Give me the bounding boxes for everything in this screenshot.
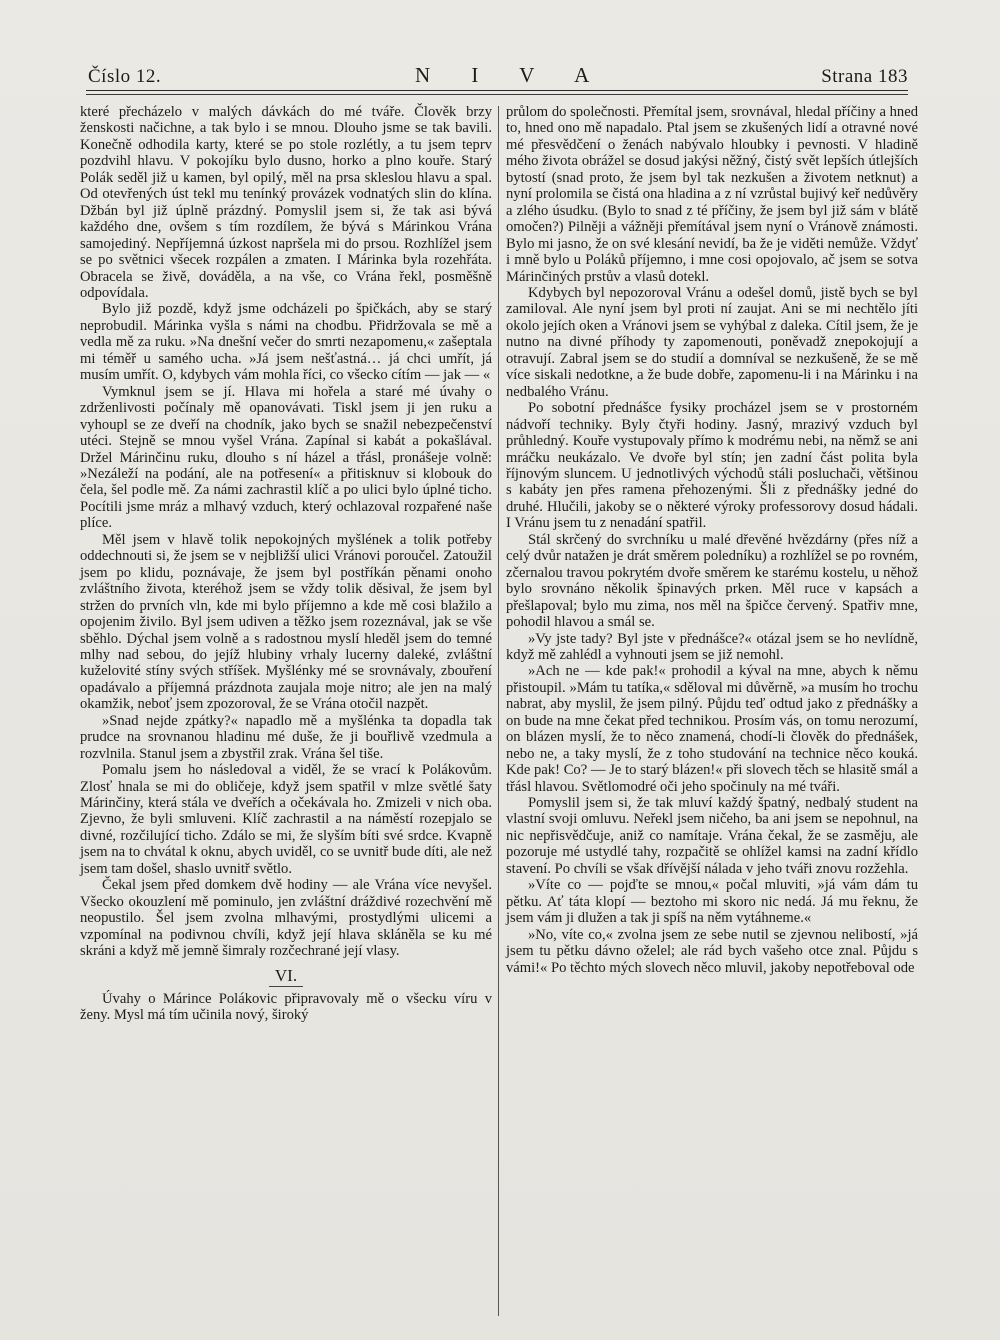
- left-column: [80, 104, 492, 1324]
- page-number: Strana 183: [821, 66, 908, 87]
- paragraph: Čekal jsem před domkem dvě hodiny — ale Vrána více nevyšel. Všecko okouzlení mě pominulo, jen zvláštní dráždivé rozechvění mě neopustilo. Šel jsem zvolna mlhavými, prostydlými ulicemi a vzpomínal na podivnou chvíli, když její hlava skláněla se ku mé skráni a když mě jemně šimraly rozčechrané její vlasy.: [80, 877, 492, 960]
- paragraph: Pomalu jsem ho následoval a viděl, že se vrací k Polákovům. Zlosť hnala se mi do obličeje, když jsem spatřil v mlze světlé šaty Márinčiny, která stála ve dveřích a očekávala ho. Zmizeli v nich oba. Zjevno, že byli smluveni. Klíč zachrastil a na náměstí rozepjalo se divné, rozčilující ticho. Zdálo se mi, že slyším bíti své srdce. Kvapně jsem na to chvátal k oknu, abych uviděl, co se uvnitř bude díti, ale než jsem tam došel, shaslo uvnitř světlo.: [80, 762, 492, 877]
- paragraph: Úvahy o Márince Polákovic připravovaly mě o všecku víru v ženy. Mysl má tím učinila nový, široký: [80, 991, 492, 1024]
- paragraph: Stál skrčený do svrchníku u malé dřevěné hvězdárny (přes níž a celý dvůr natažen je drát směrem poledníku) a rozhlížel se po rovném, zčernalou travou pokrytém dvoře směrem ke starému kostelu, u něhož bylo srovnáno několik špinavých prken. Měl ruce v kapsách a přešlapoval; bylo mu zima, nos měl na špičce červený. Spatřiv mne, pohodil hlavou a smál se.: [506, 531, 918, 631]
- paragraph: Kdybych byl nepozoroval Vránu a odešel domů, jistě bych se byl zamiloval. Ale nyní jsem byl proti ní zaujat. Ani se mi nechtělo jíti okolo jejích oken a Vránovi jsem se vyhýbal z daleka. Cítil jsem, že je nutno na divné příhody ty zapomenouti, poněvadž znepokojují a otravují. Zabral jsem se do studií a domníval se nezkušeně, že se mě více siskali nedotkne, a že bude dobře, zapomenu-li i na Márinku i na nedbalého Vránu.: [506, 284, 918, 400]
- paragraph: Bylo již pozdě, když jsme odcházeli po špičkách, aby se starý neprobudil. Márinka vyšla s námi na chodbu. Přidržovala se mě a vedla mě za ruku. »Na dnešní večer do smrti nezapomenu,« zašeptala mi téměř u samého ucha. »Já jsem nešťastná… já chci umřít, já musím umřít. O, kdybych vám mohla říci, co všecko cítím — jak — «: [80, 301, 492, 384]
- header-rule: [86, 90, 908, 91]
- header-rule-thin: [86, 94, 908, 95]
- right-column: [506, 104, 918, 1324]
- paragraph: »Snad nejde zpátky?« napadlo mě a myšlénka ta dopadla tak prudce na srovnanou hladinu mé duše, že ji bouřlivě vzedmula a rozvlnila. Stanul jsem a zbystřil zrak. Vrána šel tiše.: [80, 712, 492, 762]
- text-columns: [80, 104, 918, 1324]
- page-header: [88, 58, 908, 88]
- paragraph: Vymknul jsem se jí. Hlava mi hořela a staré mé úvahy o zdrženlivosti počínaly mě opanovávati. Tiskl jsem ji jen ruku a vyhoupl se ze dveří na chodník, jako bych se snažil nebezpečenství utéci. Stejně se mnou vyšel Vrána. Zapínal si kabát a pokašlával. Držel Márinčinu ruku, dlouho s ní házel a třásl, pronášeje volně: »Nezáleží na podání, ale na potřesení« a přitisknuv si klobouk do čela, šel podle mě. Za námi zachrastil klíč a po ulici bylo úplné ticho. Pocítili jsme mráz a mlhavý vzduch, který ochlazoval rozpařené naše plíce.: [80, 383, 492, 532]
- paragraph: »Ach ne — kde pak!« prohodil a kýval na mne, abych k němu přistoupil. »Mám tu tatíka,« sděloval mi důvěrně, »a musím ho trochu nabrat, aby myslil, že jsem pilný. Půjdu teď odtud jako z přednášky a on bude na mne čekat před technikou. Prosím vás, on tomu nerozumí, on blázen myslí, že to něco znamená, chodí-li člověk do přednášek, nebo ne, a taky myslí, že z toho studování na technice něco kouká. Kde pak! Co? — Je to starý blázen!« při slovech těch se hlasitě smál a třásl hlavou. Světlomodré oči jeho spočinuly na mé tváři.: [506, 663, 918, 795]
- paragraph: »Víte co — pojďte se mnou,« počal mluviti, »já vám dám tu pětku. Ať táta klopí — beztoho mi skoro nic nedá. Já mu řeknu, že jsem vám ji dlužen a tak ji spíš na něm vytáhneme.«: [506, 877, 918, 927]
- paragraph: které přecházelo v malých dávkách do mé tváře. Člověk brzy ženskosti načichne, a tak bylo i se mnou. Dlouho jsme se tak bavili. Konečně odhodila karty, které se po stole rozlétly, a tu jsem teprv pozdvihl hlavu. V pokojíku bylo dusno, horko a plno kouře. Starý Polák seděl již u kamen, byl opilý, měl na prsa skleslou hlavu a spal. Od otevřených úst tekl mu tenínký provázek vodnatých slin do klína. Džbán byl již úplně prázdný. Pomyslil jsem si, že tak asi bývá každého dne, ovšem s tím rozdílem, že bývá s Márinkou Vrána samojediný. Nepříjemná úzkost napršela mi do prsou. Rozhlížel jsem se po světnici všecek rozpálen a zmaten. I Márinka byla rozehřáta. Obracela se živě, dováděla, a na vše, co Vrána řekl, posměšně odpovídala.: [80, 104, 492, 301]
- masthead-title: N I V A: [415, 63, 608, 87]
- paragraph: průlom do společnosti. Přemítal jsem, srovnával, hledal příčiny a hned to, hned ono mě napadalo. Ptal jsem se zkušených lidí a otravné nové mé přesvědčení o ženách nabývalo hloubky i pevnosti. V hladině mého života obrážel se dosud jakýsi něžný, čistý svět lepších útlejších bytostí (snad proto, že jsem byl tak nezkušen a životem netknut) a nyní prolomila se čistá ona hladina a z ní vzrůstal bujivý keř nedůvěry a zlého úsudku. (Bylo to snad z té příčiny, že jsem byl již sám v blátě omočen?) Pilněji a vážněji přemítával jsem nyní o Vránově známosti. Bylo mi jasno, že on své klesání nevidí, ba že je viděti nemůže. Vždyť i mně bylo u Poláků příjemno, i mne cosi opojovalo, ač jsem se sotva Márinčiných prstův a vlasů dotekl.: [506, 104, 918, 285]
- paragraph: Měl jsem v hlavě tolik nepokojných myšlének a tolik potřeby oddechnouti si, že jsem se v nejbližší ulici Vránovi poroučel. Zatoužil jsem po klidu, poznávaje, že jsem byl postříkán pěnami onoho zvláštního života, kteréhož jsem se vždy tolik děsival, že jsem byl stržen do prvních vln, kde mi bylo příjemno a kde mě cosi blažilo a opojenim živilo. Byl jsem udiven a těžko jsem rozeznával, jak se vše sběhlo. Dýchal jsem volně a s radostnou myslí hleděl jsem do temné mlhy nad sebou, do jejíž hlubiny vrhaly lucerny daleké, zvláštní kuželovité stíny svých stříšek. Myšlénky mé se srovnávaly, zbouření opadávalo a příjemná prázdnota zaujala moje nitro; ale jen na malý okamžik, neboť jsem zpozoroval, že se Vrána otočil nazpět.: [80, 531, 492, 713]
- paragraph: »No, víte co,« zvolna jsem ze sebe nutil se zjevnou nelibostí, »já jsem tu pětku dávno oželel; ale rád bych vašeho otce znal. Půjdu s vámi!« Po těchto mých slovech něco mluvil, jakoby nepotřeboval ode: [506, 926, 918, 976]
- paragraph: Po sobotní přednášce fysiky procházel jsem se v prostorném nádvoří techniky. Byly čtyři hodiny. Jasný, mrazivý vzduch byl průhledný. Kouře vystupovaly přímo k modrému nebi, na němž se ani mráčku neukázalo. Ve dvoře byl stín; jen zadní část polita byla říjnovým sluncem. U jednotlivých východů stáli posluchači, většinou s kabáty jen přes ramena přehozenými. Šli z přednášky jedné do druhé. Hlučili, jakoby se o některé výroky professorovy dosud hádali. I Vránu jsem tu z nenadání spatřil.: [506, 400, 918, 532]
- paragraph: »Vy jste tady? Byl jste v přednášce?« otázal jsem se ho nevlídně, když mě zahlédl a vyhnouti jsem se již nemohl.: [506, 630, 918, 663]
- section-heading: VI.: [80, 968, 492, 987]
- issue-number: Číslo 12.: [88, 66, 162, 87]
- paragraph: Pomyslil jsem si, že tak mluví každý špatný, nedbalý student na vlastní svoji omluvu. Neřekl jsem ničeho, ba ani jsem se nepohnul, na nic nepřisvědčuje, aniž co namítaje. Vrána čekal, že se zasměju, ale pozoruje mé ustydlé tahy, rozpačitě se ohlížel kamsi na zadní křídlo stavení. Po chvíli se však dřívější nálada v jeho tváři znovu rozžehla.: [506, 795, 918, 877]
